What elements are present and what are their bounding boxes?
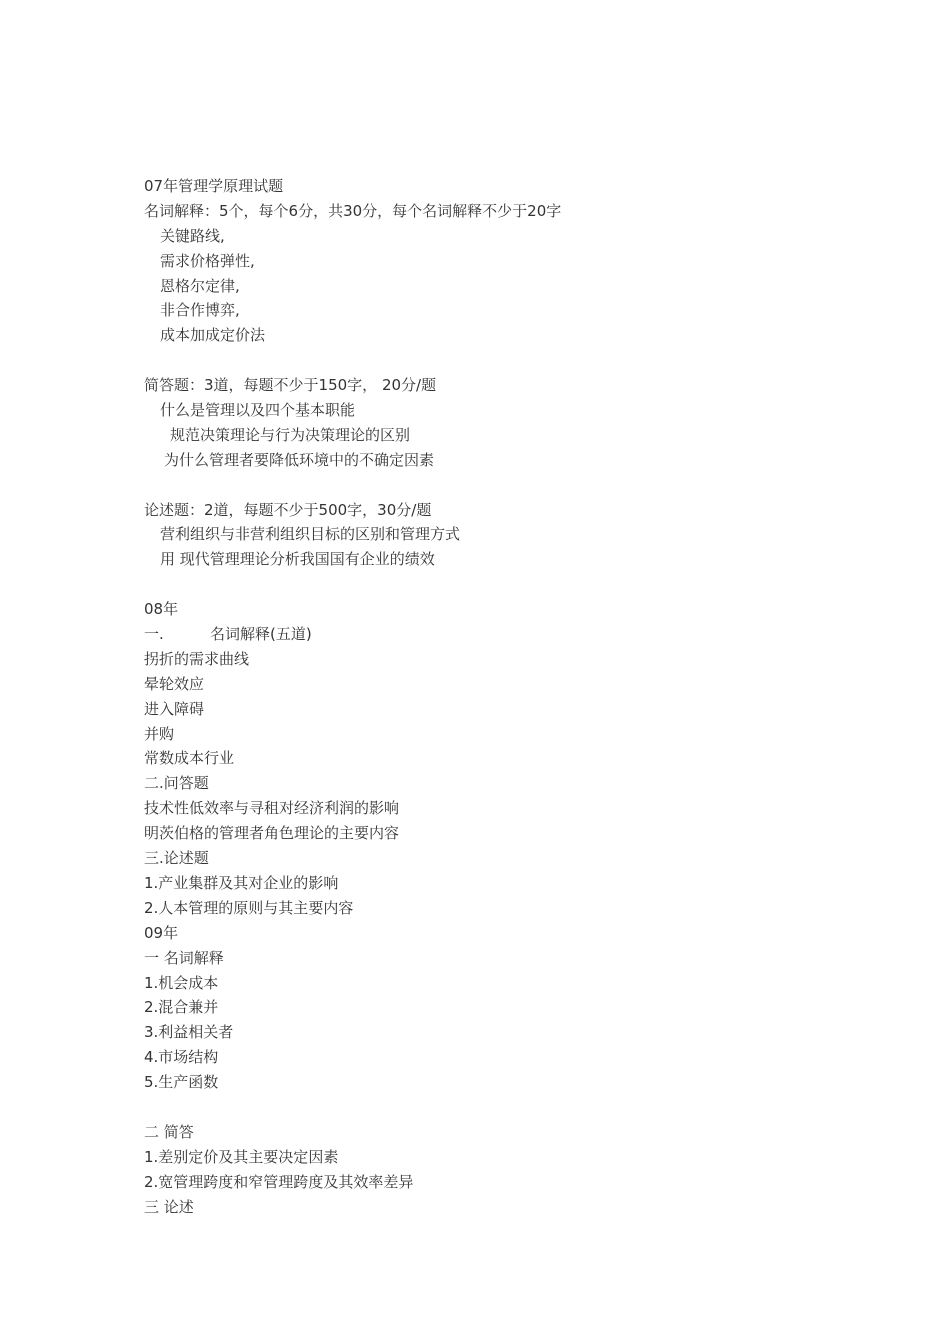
essay-question-2007: 用 现代管理理论分析我国国有企业的绩效 xyxy=(160,550,435,569)
essay-2008: 1.产业集群及其对企业的影响 xyxy=(144,873,339,892)
section-label: 名词解释(五道) xyxy=(210,625,312,644)
term-2008: 进入障碍 xyxy=(144,699,205,718)
short-question-2007: 什么是管理以及四个基本职能 xyxy=(160,401,356,420)
term-2007: 成本加成定价法 xyxy=(160,326,266,345)
term-2007: 需求价格弹性, xyxy=(160,251,255,270)
spacer xyxy=(144,348,844,373)
spacer xyxy=(144,1095,844,1120)
term-2007: 关键路线, xyxy=(160,226,225,245)
short-header-2007: 简答题：3道，每题不少于150字， 20分/题 xyxy=(144,376,437,395)
title-2007: 07年管理学原理试题 xyxy=(144,177,284,195)
term-2008: 并购 xyxy=(144,724,175,743)
term-2008: 拐折的需求曲线 xyxy=(144,649,250,668)
section-3-2008: 三.论述题 xyxy=(144,849,209,868)
section-2-2008: 二.问答题 xyxy=(144,774,209,793)
term-2007: 恩格尔定律, xyxy=(160,276,240,295)
term-2008: 晕轮效应 xyxy=(144,674,205,693)
essay-question-2007: 营利组织与非营利组织目标的区别和管理方式 xyxy=(160,525,461,544)
section-1-2009: 一 名词解释 xyxy=(144,948,224,967)
term-2009: 5.生产函数 xyxy=(144,1073,219,1092)
essay-2008: 2.人本管理的原则与其主要内容 xyxy=(144,898,354,917)
section-3-2009: 三 论述 xyxy=(144,1197,194,1216)
question-2009: 1.差别定价及其主要决定因素 xyxy=(144,1147,339,1166)
spacer xyxy=(144,473,844,498)
question-2008: 明茨伯格的管理者角色理论的主要内容 xyxy=(144,824,400,843)
section-number: 一. xyxy=(144,625,164,644)
title-2009: 09年 xyxy=(144,923,179,942)
term-2009: 1.机会成本 xyxy=(144,973,219,992)
term-2009: 4.市场结构 xyxy=(144,1048,219,1067)
term-2009: 3.利益相关者 xyxy=(144,1023,234,1042)
essay-header-2007: 论述题：2道，每题不少于500字，30分/题 xyxy=(144,500,432,519)
term-2008: 常数成本行业 xyxy=(144,749,235,768)
spacer xyxy=(144,572,844,597)
short-question-2007: 为什么管理者要降低环境中的不确定因素 xyxy=(164,450,435,469)
question-2008: 技术性低效率与寻租对经济利润的影响 xyxy=(144,799,400,818)
terms-header-2007: 名词解释：5个，每个6分，共30分，每个名词解释不少于20字 xyxy=(144,201,562,220)
term-2009: 2.混合兼并 xyxy=(144,998,219,1017)
term-2007: 非合作博弈, xyxy=(160,301,240,320)
title-2008: 08年 xyxy=(144,600,179,619)
section-2-2009: 二 简答 xyxy=(144,1122,194,1141)
document-body xyxy=(144,174,844,1219)
short-question-2007: 规范决策理论与行为决策理论的区别 xyxy=(170,425,411,444)
section-1-2008 xyxy=(144,622,844,647)
question-2009: 2.宽管理跨度和窄管理跨度及其效率差异 xyxy=(144,1172,414,1191)
